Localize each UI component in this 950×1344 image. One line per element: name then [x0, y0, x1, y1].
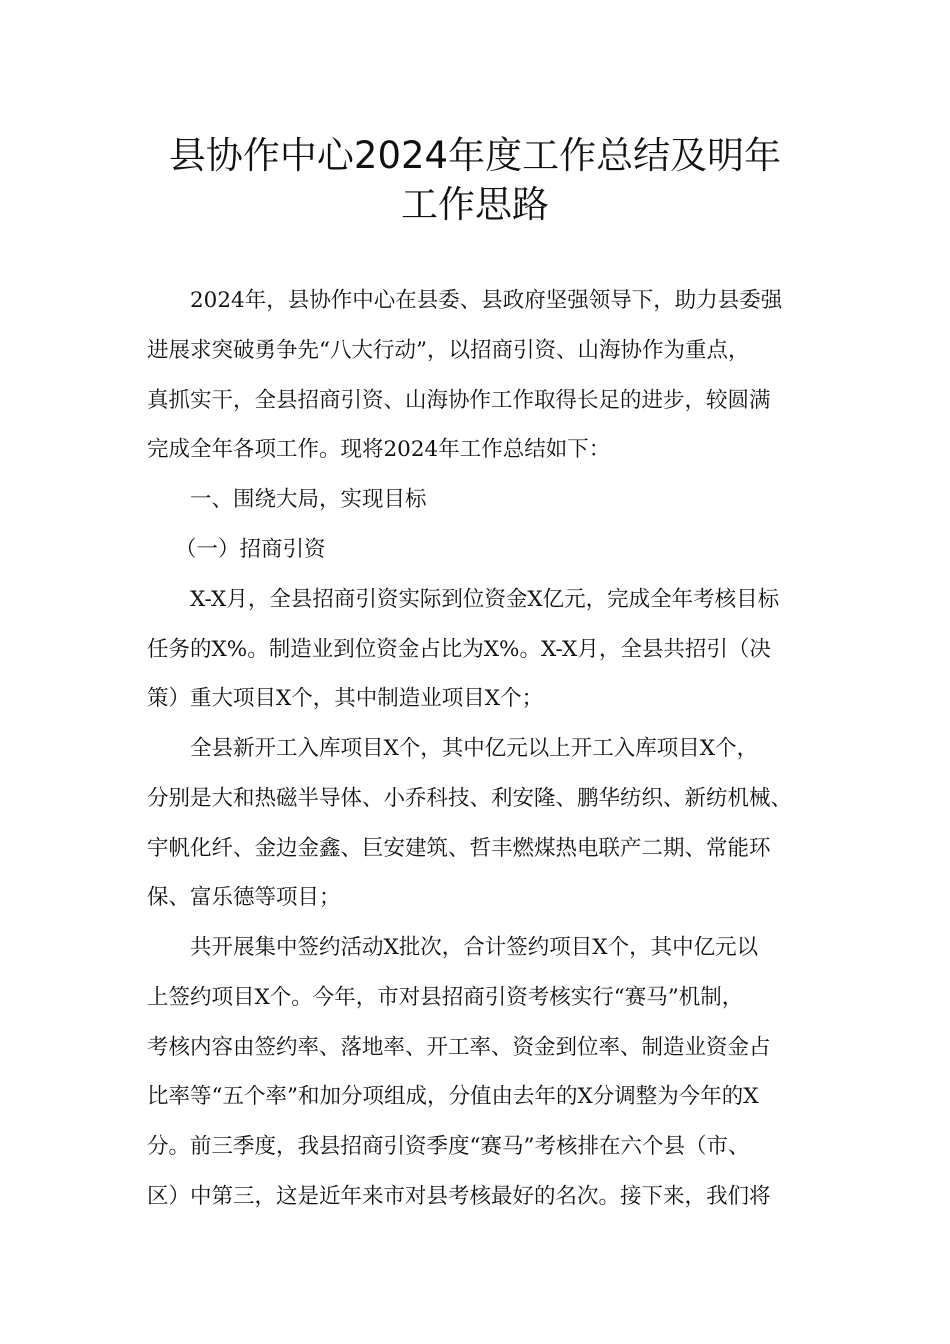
body-line: 完成全年各项工作。现将2024年工作总结如下： — [147, 437, 611, 462]
body-line: 比率等“五个率”和加分项组成，分值由去年的X分调整为今年的X — [147, 1084, 759, 1109]
document-title-line-1: 县协作中心2024年度工作总结及明年 — [168, 134, 782, 177]
body-line: 考核内容由签约率、落地率、开工率、资金到位率、制造业资金占 — [147, 1035, 771, 1060]
section-heading: 一、围绕大局，实现目标 — [190, 487, 427, 512]
body-line: 策）重大项目X个，其中制造业项目X个； — [147, 686, 544, 711]
body-line: 共开展集中签约活动X批次，合计签约项目X个，其中亿元以 — [190, 935, 759, 960]
body-line: 真抓实干，全县招商引资、山海协作工作取得长足的进步，较圆满 — [147, 388, 771, 413]
body-line: 2024年，县协作中心在县委、县政府坚强领导下，助力县委强 — [190, 288, 783, 313]
body-line: 进展求突破勇争先“八大行动”，以招商引资、山海协作为重点， — [147, 338, 750, 363]
body-line: 分。前三季度，我县招商引资季度“赛马”考核排在六个县（市、 — [147, 1134, 750, 1159]
body-line: 任务的X%。制造业到位资金占比为X%。X-X月，全县共招引（决 — [147, 637, 771, 662]
body-line: 保、富乐德等项目； — [147, 885, 341, 910]
document-title-line-2: 工作思路 — [401, 183, 549, 226]
body-line: 全县新开工入库项目X个，其中亿元以上开工入库项目X个， — [190, 736, 759, 761]
body-line: 区）中第三，这是近年来市对县考核最好的名次。接下来，我们将 — [147, 1184, 771, 1209]
body-line: 上签约项目X个。今年，市对县招商引资考核实行“赛马”机制， — [147, 985, 744, 1010]
body-line: 宇帆化纤、金边金鑫、巨安建筑、哲丰燃煤热电联产二期、常能环 — [147, 836, 771, 861]
body-line: 分别是大和热磁半导体、小乔科技、利安隆、鹏华纺织、新纺机械、 — [147, 786, 793, 811]
subsection-heading: （一）招商引资 — [175, 537, 326, 562]
body-line: X-X月，全县招商引资实际到位资金X亿元，完成全年考核目标 — [190, 587, 780, 612]
